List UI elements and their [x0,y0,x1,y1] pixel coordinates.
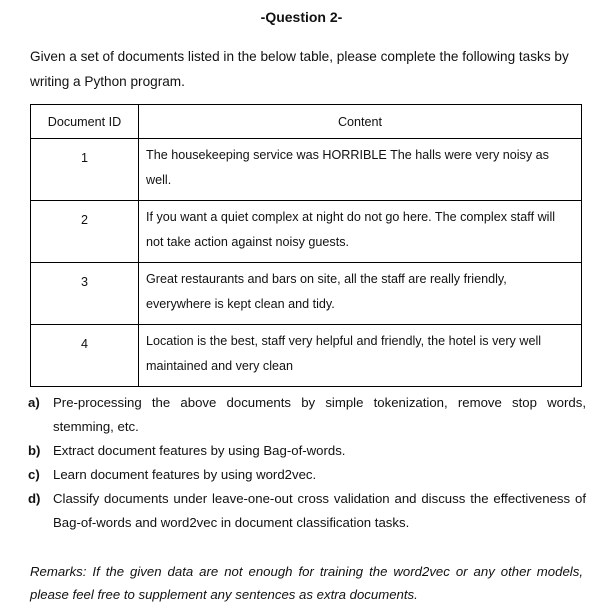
document-content-cell: Location is the best, staff very helpful and friendly, the hotel is very well maintained and very clean [139,325,582,387]
document-id-cell: 1 [31,139,139,201]
document-id-cell: 3 [31,263,139,325]
task-item [28,487,586,535]
documents-table [30,104,582,387]
task-marker: b) [28,443,41,458]
document-id-cell: 2 [31,201,139,263]
task-item [28,439,586,463]
question-title: -Question 2- [260,9,343,25]
table-row [31,325,582,387]
table-row [31,201,582,263]
document-content-cell: Great restaurants and bars on site, all the staff are really friendly, everywhere is kept clean and tidy. [139,263,582,325]
document-content-cell: If you want a quiet complex at night do not go here. The complex staff will not take action against noisy guests. [139,201,582,263]
task-marker: d) [28,491,41,506]
task-text: Classify documents under leave-one-out cross validation and discuss the effectiveness of Bag-of-words and word2vec in document classification tasks. [53,491,586,530]
task-text: Learn document features by using word2vec. [53,467,317,482]
remarks-paragraph: Remarks: If the given data are not enough for training the word2vec or any other models, please feel free to supplement any sentences as extra documents. [30,564,583,602]
intro-paragraph: Given a set of documents listed in the below table, please complete the following tasks by writing a Python program. [30,49,569,89]
task-marker: a) [28,395,40,410]
table-row [31,139,582,201]
task-marker: c) [28,467,40,482]
table-row [31,263,582,325]
document-id-cell: 4 [31,325,139,387]
task-text: Extract document features by using Bag-of-words. [53,443,346,458]
task-list [28,391,586,535]
task-text: Pre-processing the above documents by simple tokenization, remove stop words, stemming, etc. [53,395,586,434]
document-content-cell: The housekeeping service was HORRIBLE The halls were very noisy as well. [139,139,582,201]
task-item [28,463,586,487]
table-header-row [31,105,582,139]
task-item [28,391,586,439]
header-content: Content [139,105,582,139]
header-document-id: Document ID [31,105,139,139]
